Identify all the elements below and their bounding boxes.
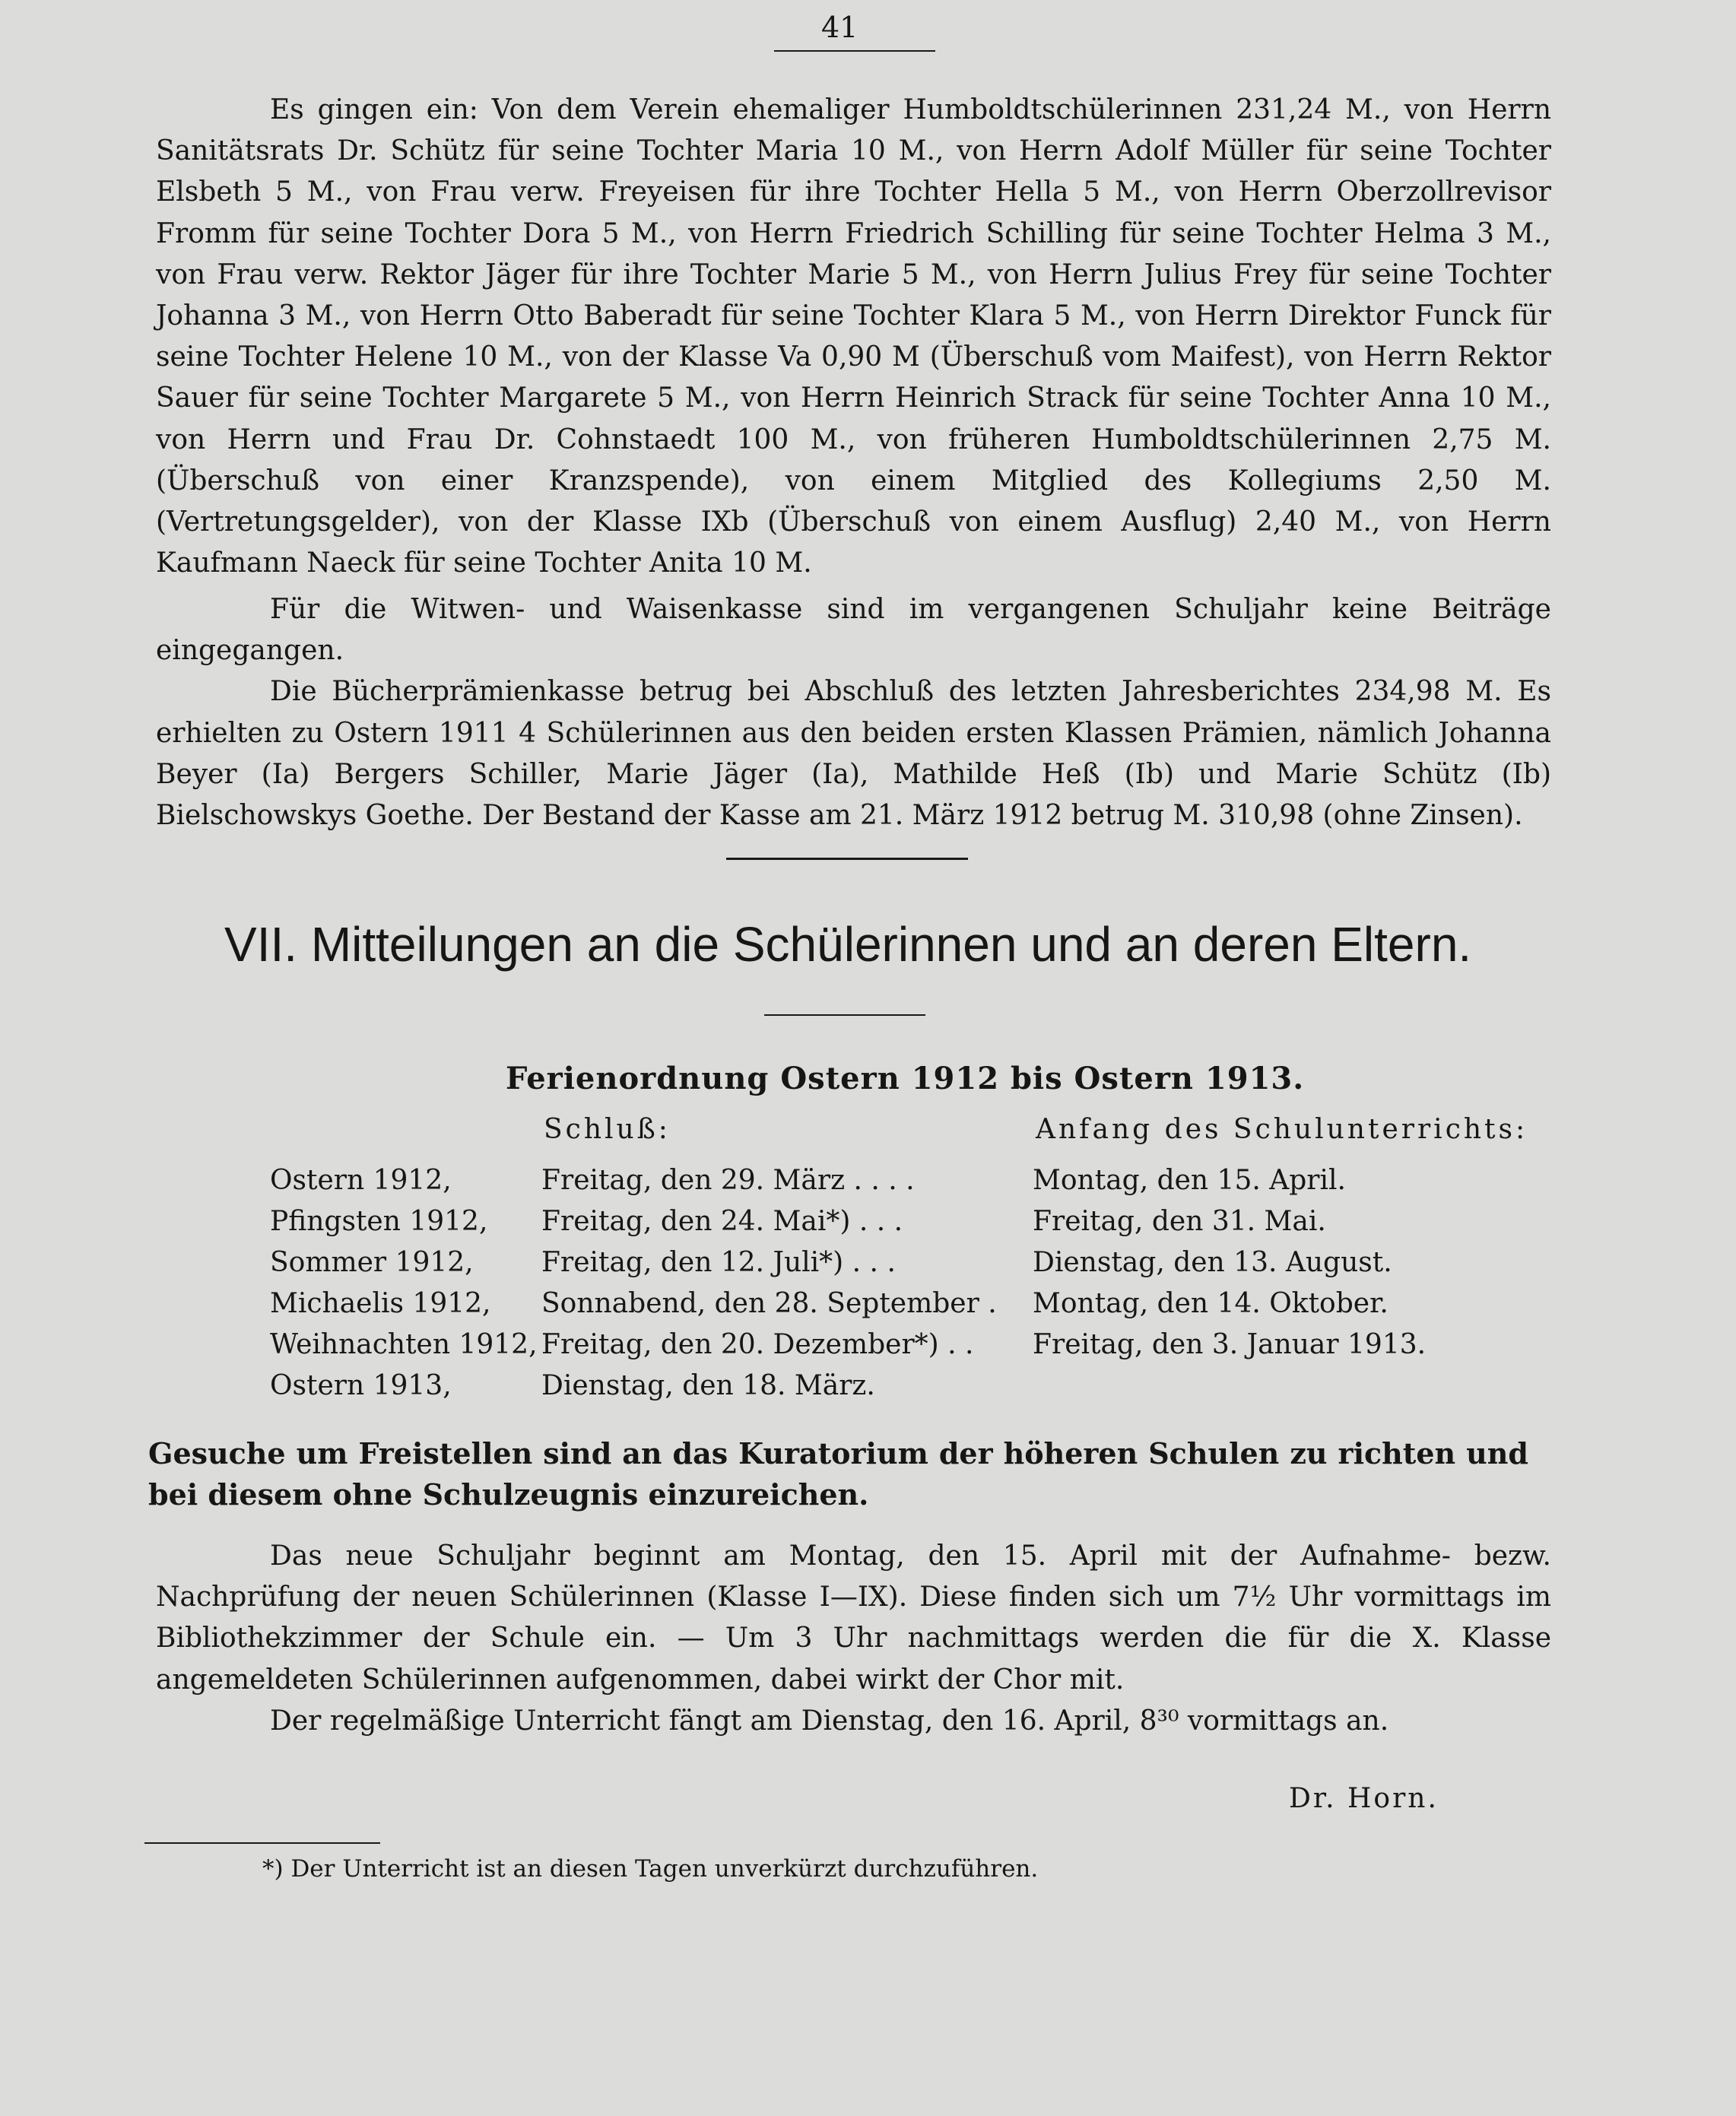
- holiday-end: Freitag, den 12. Juli*) . . .: [541, 1247, 896, 1278]
- funds-block: [156, 589, 1551, 836]
- schedule-row: [0, 1247, 1736, 1288]
- holiday-end: Freitag, den 20. Dezember*) . .: [541, 1329, 974, 1360]
- heading-underline: [764, 1014, 925, 1016]
- donations-block: [156, 90, 1551, 584]
- widows-fund-paragraph: Für die Witwen- und Waisenkasse sind im vergangenen Schuljahr keine Beiträge eingegangen.: [156, 594, 1551, 667]
- section-heading: VII. Mitteilungen an die Schülerinnen und an deren Eltern.: [224, 917, 1472, 972]
- regular-lessons-paragraph: Der regelmäßige Unterricht fängt am Dienstag, den 16. April, 8³⁰ vormittags an.: [270, 1705, 1389, 1737]
- schedule-row: [0, 1288, 1736, 1329]
- school-start: Freitag, den 3. Januar 1913.: [1033, 1329, 1427, 1360]
- donations-paragraph: Es gingen ein: Von dem Verein ehemaliger Humboldtschülerinnen 231,24 M., von Herrn Sanitätsrats Dr. Schütz für seine Tochter Maria 10 M., von Herrn Adolf Müller für seine Tochter Elsbeth 5 M., von Frau verw. Freyeisen für ihre Tochter Hella 5 M., von Herrn Oberzollrevisor Fromm für seine Tochter Dora 5 M., von Herrn Friedrich Schilling für seine Tochter Helma 3 M., von Frau verw. Rektor Jäger für ihre Tochter Marie 5 M., von Herrn Julius Frey für seine Tochter Johanna 3 M., von Herrn Otto Baberadt für seine Tochter Klara 5 M., von Herrn Direktor Funck für seine Tochter Helene 10 M., von der Klasse Va 0,90 M (Überschuß vom Maifest), von Herrn Rektor Sauer für seine Tochter Margarete 5 M., von Herrn Heinrich Strack für seine Tochter Anna 10 M., von Herrn und Frau Dr. Cohnstaedt 100 M., von früheren Humboldtschülerinnen 2,75 M. (Überschuß von einer Kranzspende), von einem Mitglied des Kollegiums 2,50 M. (Vertretungsgelder), von der Klasse IXb (Überschuß von einem Ausflug) 2,40 M., von Herrn Kaufmann Naeck für seine Tochter Anita 10 M.: [156, 94, 1551, 579]
- new-year-paragraph: Das neue Schuljahr beginnt am Montag, den 15. April mit der Aufnahme- bezw. Nachprüfung der neuen Schülerinnen (Klasse I—IX). Diese finden sich um 7½ Uhr vormittags im Bibliothekzimmer der Schule ein. — Um 3 Uhr nachmittags werden die für die X. Klasse angemeldeten Schülerinnen aufgenommen, dabei wirkt der Chor mit.: [156, 1540, 1551, 1696]
- holiday-name: Pfingsten 1912,: [270, 1206, 488, 1237]
- holiday-name: Weihnachten 1912,: [270, 1329, 538, 1360]
- holiday-name: Ostern 1913,: [270, 1370, 452, 1401]
- holiday-name: Ostern 1912,: [270, 1165, 452, 1196]
- schedule-row: [0, 1206, 1736, 1247]
- page-number: 41: [821, 11, 858, 44]
- schedule-row: [0, 1165, 1736, 1206]
- school-year-block: [156, 1536, 1551, 1742]
- schedule-header-start: Anfang des Schulunterrichts:: [1036, 1114, 1528, 1145]
- section-divider: [726, 858, 968, 860]
- signature: Dr. Horn.: [1289, 1783, 1439, 1814]
- holiday-name: Sommer 1912,: [270, 1247, 474, 1278]
- schedule-header-end: Schluß:: [544, 1114, 671, 1145]
- holiday-end: Freitag, den 24. Mai*) . . .: [541, 1206, 903, 1237]
- school-start: Dienstag, den 13. August.: [1033, 1247, 1392, 1278]
- holiday-end: Sonnabend, den 28. September .: [541, 1288, 997, 1319]
- school-start: Montag, den 15. April.: [1033, 1165, 1346, 1196]
- holiday-end: Dienstag, den 18. März.: [541, 1370, 875, 1401]
- footnote: *) Der Unterricht ist an diesen Tagen unverkürzt durchzuführen.: [262, 1855, 1039, 1883]
- school-start: Freitag, den 31. Mai.: [1033, 1206, 1326, 1237]
- free-places-notice: Gesuche um Freistellen sind an das Kuratorium der höheren Schulen zu richten und bei diesem ohne Schulzeugnis einzureichen.: [148, 1436, 1528, 1512]
- footnote-rule: [144, 1842, 380, 1844]
- school-start: Montag, den 14. Oktober.: [1033, 1288, 1388, 1319]
- holiday-name: Michaelis 1912,: [270, 1288, 491, 1319]
- holiday-end: Freitag, den 29. März . . . .: [541, 1165, 915, 1196]
- schedule-title: Ferienordnung Ostern 1912 bis Ostern 1913.: [506, 1061, 1305, 1096]
- book-prize-paragraph: Die Bücherprämienkasse betrug bei Abschluß des letzten Jahresberichtes 234,98 M. Es erhielten zu Ostern 1911 4 Schülerinnen aus den beiden ersten Klassen Prämien, nämlich Johanna Beyer (Ia) Bergers Schiller, Marie Jäger (Ia), Mathilde Heß (Ib) und Marie Schütz (Ib) Bielschowskys Goethe. Der Bestand der Kasse am 21. März 1912 betrug M. 310,98 (ohne Zinsen).: [156, 676, 1551, 832]
- schedule-row: [0, 1329, 1736, 1370]
- schedule-row: [0, 1370, 1736, 1411]
- header-rule: [774, 50, 935, 52]
